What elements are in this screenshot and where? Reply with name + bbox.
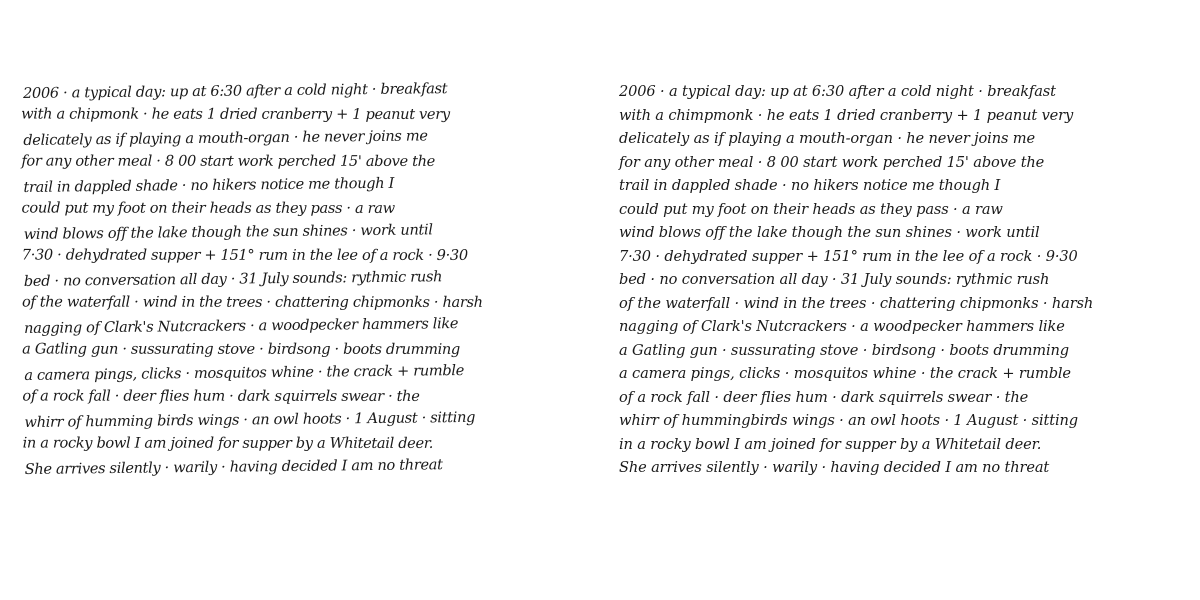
right-line-10: of the waterfall · wind in the trees · chattering chipmonks · harsh [619,294,1094,312]
left-line-5: trail in dappled shade · no hikers notice me though I [23,174,395,196]
right-line-16: in a rocky bowl I am joined for supper by a Whitetail deer. [619,435,1042,453]
left-line-6: could put my foot on their heads as they pass · a raw [21,199,395,217]
right-line-3: delicately as if playing a mouth-organ · he never joins me [619,130,1035,147]
left-line-11: nagging of Clark's Nutcrackers · a woodpecker hammers like [23,315,459,337]
left-line-9: bed · no conversation all day · 31 July sounds: rythmic rush [23,268,443,290]
right-line-8: 7·30 · dehydrated supper + 151° rum in the lee of a rock · 9·30 [619,247,1078,265]
right-line-13: a camera pings, clicks · mosquitos whine · the crack + rumble [619,365,1071,382]
right-line-11: nagging of Clark's Nutcrackers · a woodpecker hammers like [619,318,1065,335]
right-line-15: whirr of hummingbirds wings · an owl hoots · 1 August · sitting [619,412,1078,429]
left-line-3: delicately as if playing a mouth-organ · he never joins me [23,127,428,149]
left-line-8: 7·30 · dehydrated supper + 151° rum in the lee of a rock · 9·30 [21,246,468,264]
left-line-12: a Gatling gun · sussurating stove · birdsong · boots drumming [22,340,460,358]
left-journal-text [22,78,589,480]
right-line-4: for any other meal · 8 00 start work perched 15' above the [619,153,1045,171]
left-line-17: She arrives silently · warily · having decided I am no threat [24,456,443,478]
right-journal-text [619,80,1164,480]
right-line-2: with a chimpmonk · he eats 1 dried cranberry + 1 peanut very [619,106,1074,124]
left-line-2: with a chipmonk · he eats 1 dried cranberry + 1 peanut very [21,105,450,123]
right-line-5: trail in dappled shade · no hikers notice me though I [619,177,1001,194]
left-line-14: of a rock fall · deer flies hum · dark squirrels swear · the [22,387,420,405]
left-line-10: of the waterfall · wind in the trees · chattering chipmonks · harsh [21,293,483,311]
left-line-4: for any other meal · 8 00 start work perched 15' above the [21,152,435,170]
left-line-1: 2006 · a typical day: up at 6:30 after a cold night · breakfast [22,80,448,102]
right-page-clean-handwriting [600,0,1200,600]
left-line-15: whirr of humming birds wings · an owl hoots · 1 August · sitting [24,408,476,431]
right-line-14: of a rock fall · deer flies hum · dark squirrels swear · the [619,388,1029,406]
right-line-1: 2006 · a typical day: up at 6:30 after a cold night · breakfast [619,83,1056,100]
left-line-16: in a rocky bowl I am joined for supper by a Whitetail deer. [22,434,434,452]
right-line-17: She arrives silently · warily · having decided I am no threat [619,459,1050,476]
right-line-9: bed · no conversation all day · 31 July sounds: rythmic rush [619,271,1050,288]
left-line-7: wind blows off the lake though the sun shines · work until [23,221,433,243]
right-line-7: wind blows off the lake though the sun shines · work until [619,224,1040,241]
left-line-13: a camera pings, clicks · mosquitos whine · the crack + rumble [24,361,465,384]
right-line-12: a Gatling gun · sussurating stove · birdsong · boots drumming [619,341,1069,359]
right-line-6: could put my foot on their heads as they pass · a raw [619,200,1003,218]
